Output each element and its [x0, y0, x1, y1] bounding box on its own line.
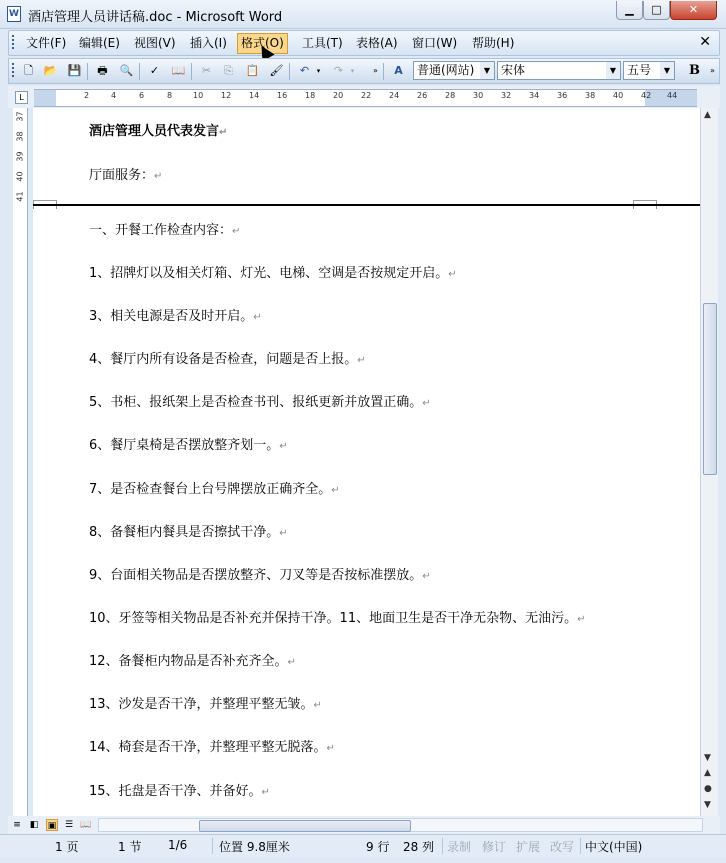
chevron-down-icon[interactable]: ▼: [660, 62, 674, 79]
ruler-area: [8, 86, 720, 108]
menu-format[interactable]: 格式(O): [237, 33, 288, 54]
vruler-tick: 38: [15, 131, 25, 142]
status-line: 9 行: [366, 840, 390, 854]
menu-help[interactable]: 帮助(H): [472, 36, 515, 50]
status-overtype[interactable]: 改写: [550, 840, 575, 854]
section-heading: 厅面服务：↵: [89, 168, 163, 183]
undo-dropdown-icon[interactable]: ▾: [316, 67, 321, 75]
close-button[interactable]: ✕: [670, 1, 717, 20]
paragraph: 7、是否检查餐台上台号牌摆放正确齐全。↵: [89, 482, 340, 497]
ruler-tick: 28: [445, 91, 456, 100]
doc-close-icon[interactable]: ✕: [699, 34, 711, 50]
browse-object-icon[interactable]: ●: [704, 784, 712, 794]
ruler-tick: 4: [111, 91, 117, 100]
paragraph: 4、餐厅内所有设备是否检查，问题是否上报。↵: [89, 352, 366, 367]
status-page: 1 页: [55, 840, 79, 854]
paragraph: 5、书柜、报纸架上是否检查书刊、报纸更新并放置正确。↵: [89, 395, 431, 410]
menu-table[interactable]: 表格(A): [356, 36, 398, 50]
toolbar-separator: [139, 63, 140, 80]
menu-insert[interactable]: 插入(I): [190, 36, 227, 50]
title-bar: [0, 0, 726, 29]
outline-view-icon[interactable]: ☰: [64, 820, 74, 830]
ruler-left-margin: [34, 90, 56, 106]
ruler-tick: 40: [613, 91, 624, 100]
vruler-tick: 40: [15, 171, 25, 182]
horizontal-scroll-thumb[interactable]: [199, 820, 411, 832]
font-size-select[interactable]: [623, 61, 675, 80]
bold-button[interactable]: B: [689, 63, 700, 78]
horizontal-scrollbar[interactable]: [98, 818, 703, 832]
vertical-scrollbar[interactable]: [700, 108, 718, 816]
paragraph: 10、牙签等相关物品是否补充并保持干净。11、地面卫生是否干净无杂物、无油污。↵: [89, 611, 586, 626]
ruler-tick: 36: [557, 91, 568, 100]
ruler-tick: 16: [277, 91, 288, 100]
menu-view[interactable]: 视图(V): [134, 36, 176, 50]
normal-view-icon[interactable]: ≡: [13, 820, 21, 830]
ruler-tick: 2: [84, 91, 90, 100]
paragraph: 13、沙发是否干净，并整理平整无皱。↵: [89, 697, 322, 712]
tab-selector[interactable]: L: [15, 91, 28, 104]
vertical-ruler[interactable]: [13, 108, 28, 816]
paragraph: 8、备餐柜内餐具是否擦拭干净。↵: [89, 525, 288, 540]
horizontal-ruler[interactable]: [34, 89, 697, 107]
font-select[interactable]: [497, 61, 621, 80]
status-column: 28 列: [403, 840, 435, 854]
print-layout-icon[interactable]: ▣: [47, 821, 57, 831]
ruler-tick: 8: [167, 91, 173, 100]
style-select[interactable]: [413, 61, 495, 80]
next-page-icon[interactable]: ▼: [704, 800, 711, 810]
paragraph: 12、备餐柜内物品是否补充齐全。↵: [89, 654, 296, 669]
ruler-tick: 24: [389, 91, 400, 100]
toolbar-options-icon[interactable]: »: [710, 66, 715, 75]
paragraph: 3、相关电源是否及时开启。↵: [89, 309, 262, 324]
vruler-tick: 41: [15, 191, 25, 202]
previous-page-icon[interactable]: ▲: [704, 768, 711, 778]
paragraph: 一、开餐工作检查内容：↵: [89, 223, 241, 238]
vertical-scroll-thumb[interactable]: [703, 303, 717, 475]
status-record[interactable]: 录制: [447, 840, 472, 854]
cut-icon[interactable]: ✂: [201, 64, 212, 77]
status-separator: [442, 838, 443, 854]
toolbar-separator: [383, 63, 384, 80]
format-painter-icon[interactable]: 🖌: [269, 64, 284, 77]
print-icon[interactable]: 🖶: [97, 64, 108, 77]
view-and-hscroll-bar: [8, 816, 720, 834]
web-layout-icon[interactable]: ◧: [29, 820, 39, 830]
scroll-down-icon[interactable]: ▼: [704, 753, 711, 763]
document-page[interactable]: [33, 108, 700, 816]
document-title: 酒店管理人员代表发言↵: [89, 124, 228, 139]
status-section: 1 节: [118, 840, 142, 854]
status-pages: 1/6: [168, 838, 188, 852]
menu-grip[interactable]: [12, 35, 14, 51]
open-folder-icon[interactable]: 📂: [43, 64, 58, 77]
page-break-line: [33, 204, 700, 206]
paragraph: 9、台面相关物品是否摆放整齐、刀叉等是否按标准摆放。↵: [89, 568, 431, 583]
print-preview-icon[interactable]: 🔍: [119, 64, 134, 77]
font-size-value: 五号: [627, 63, 652, 77]
ruler-tick: 22: [361, 91, 372, 100]
new-document-icon[interactable]: 🗋: [24, 64, 33, 77]
paragraph: 1、招牌灯以及相关灯箱、灯光、电梯、空调是否按规定开启。↵: [89, 266, 457, 281]
status-position: 位置 9.8厘米: [219, 840, 290, 854]
scroll-up-icon[interactable]: ▲: [704, 110, 711, 120]
redo-icon[interactable]: ↷: [333, 64, 344, 77]
minimize-button[interactable]: ▁: [616, 1, 643, 20]
font-select-value: 宋体: [501, 63, 526, 77]
ruler-tick: 30: [473, 91, 484, 100]
menu-bar: [8, 30, 720, 56]
toolbar-options-icon[interactable]: »: [373, 66, 378, 75]
paragraph: 6、餐厅桌椅是否摆放整齐划一。↵: [89, 438, 288, 453]
vruler-tick: 37: [15, 111, 25, 122]
style-select-value: 普通(网站): [417, 63, 475, 77]
maximize-button[interactable]: □: [643, 1, 670, 20]
status-separator: [580, 838, 581, 854]
status-language[interactable]: 中文(中国): [585, 840, 643, 854]
ruler-tick: 42: [641, 91, 652, 100]
ruler-tick: 6: [139, 91, 145, 100]
vruler-tick: 39: [15, 151, 25, 162]
ruler-tick: 44: [667, 91, 678, 100]
ruler-tick: 10: [193, 91, 204, 100]
menu-file[interactable]: 文件(F): [26, 36, 67, 50]
chevron-down-icon[interactable]: ▼: [480, 62, 494, 79]
toolbar-separator: [191, 63, 192, 80]
window-title: 酒店管理人员讲话稿.doc - Microsoft Word: [28, 10, 283, 25]
paragraph: 14、椅套是否干净，并整理平整无脱落。↵: [89, 740, 335, 755]
ruler-tick: 12: [221, 91, 232, 100]
formatting-toolbar: [8, 58, 720, 84]
spelling-icon[interactable]: ✓: [149, 64, 160, 77]
word-app-icon[interactable]: W: [7, 6, 21, 22]
menu-window[interactable]: 窗口(W): [412, 36, 458, 50]
toolbar-separator: [87, 63, 88, 80]
menu-edit[interactable]: 编辑(E): [79, 36, 120, 50]
status-bar: [0, 834, 726, 857]
redo-dropdown-icon[interactable]: ▾: [350, 67, 355, 75]
undo-icon[interactable]: ↶: [299, 64, 310, 77]
reading-layout-icon[interactable]: 📖: [80, 820, 92, 830]
paste-icon[interactable]: 📋: [245, 64, 260, 77]
status-extend[interactable]: 扩展: [516, 840, 541, 854]
ruler-tick: 18: [305, 91, 316, 100]
toolbar-separator: [289, 63, 290, 80]
research-icon[interactable]: 📖: [171, 64, 186, 77]
ruler-tick: 32: [501, 91, 512, 100]
status-separator: [212, 838, 213, 854]
ruler-tick: 34: [529, 91, 540, 100]
chevron-down-icon[interactable]: ▼: [606, 62, 620, 79]
paragraph: 15、托盘是否干净、并备好。↵: [89, 784, 270, 799]
ruler-tick: 20: [333, 91, 344, 100]
ruler-tick: 14: [249, 91, 260, 100]
status-track-changes[interactable]: 修订: [482, 840, 507, 854]
ruler-tick: 38: [585, 91, 596, 100]
toolbar-grip[interactable]: [12, 63, 14, 79]
save-icon[interactable]: 💾: [67, 64, 82, 77]
styles-pane-icon[interactable]: A: [394, 64, 403, 77]
ruler-tick: 26: [417, 91, 428, 100]
copy-icon[interactable]: ⎘: [224, 64, 233, 77]
menu-tools[interactable]: 工具(T): [302, 36, 343, 50]
